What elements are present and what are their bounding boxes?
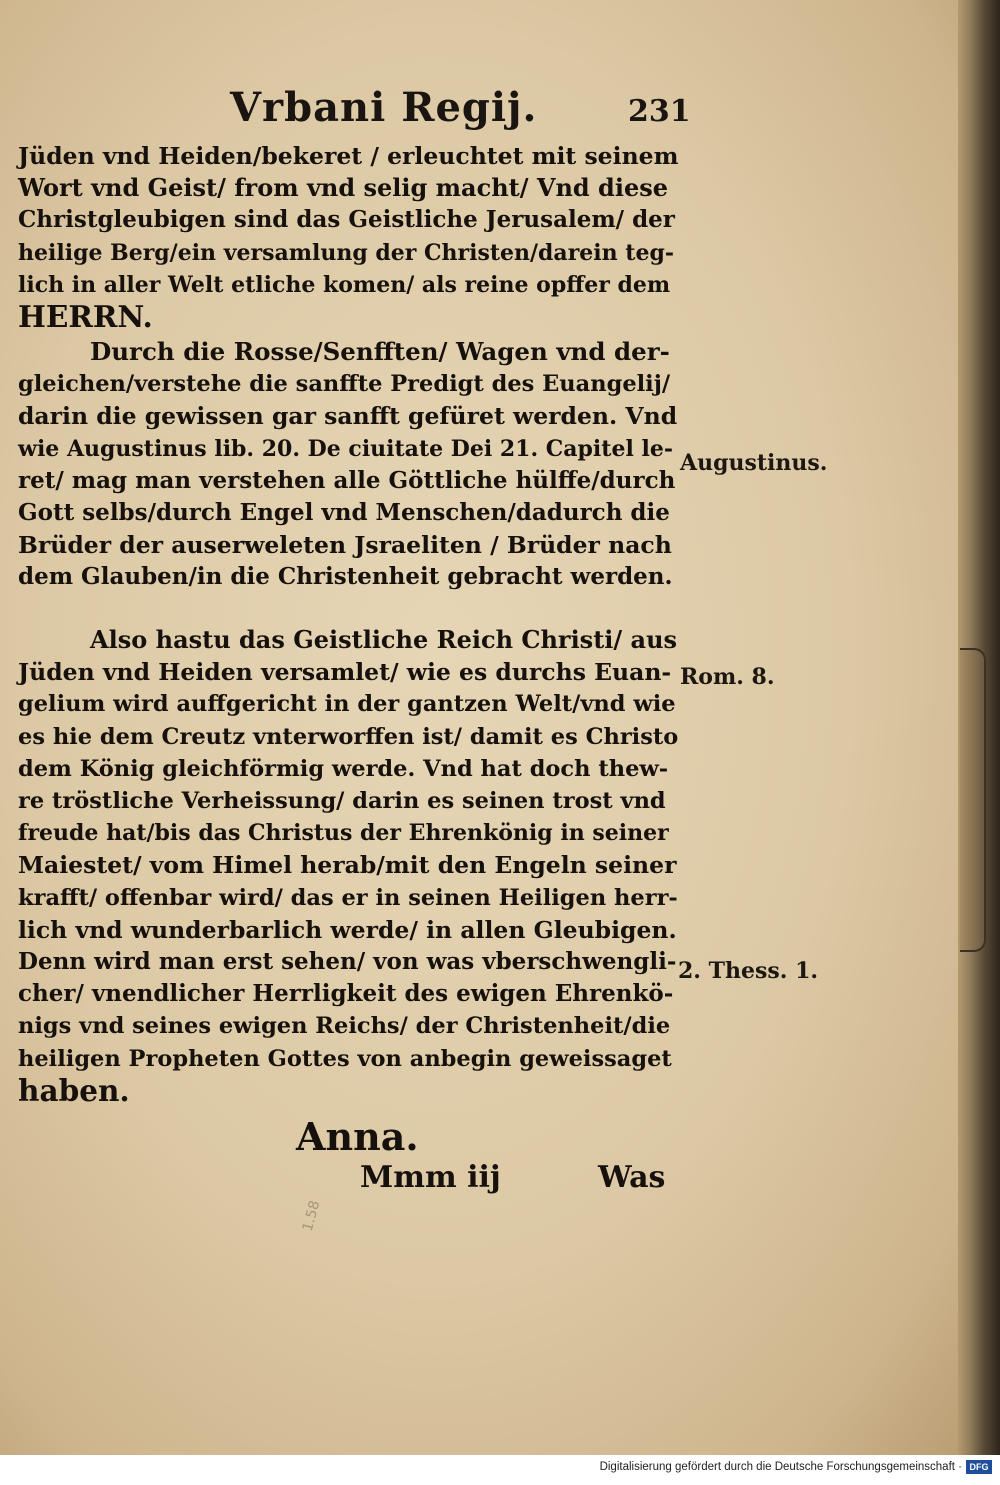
text-line: Brüder der auserweleten Jsraeliten / Brüder nach — [18, 531, 672, 560]
text-line: haben. — [18, 1072, 130, 1108]
text-line: wie Augustinus lib. 20. De ciuitate Dei 21. Capitel le- — [18, 435, 673, 462]
paragraph-3 — [18, 624, 678, 1107]
text-line: cher/ vnendlicher Herrligkeit des ewigen Ehrenkö- — [18, 980, 674, 1008]
margin-note-augustinus: Augustinus. — [680, 450, 828, 476]
pencil-annotation: 1.58 — [299, 1198, 324, 1234]
funding-credit: Digitalisierung gefördert durch die Deutsche Forschungsgemeinschaft · — [599, 1461, 962, 1473]
text-line: gleichen/verstehe die sanffte Predigt des Euangelij/ — [18, 371, 671, 398]
text-line: heilige Berg/ein versamlung der Christen/darein teg- — [18, 239, 674, 266]
text-line: Maiestet/ vom Himel herab/mit den Engeln seiner — [18, 851, 677, 880]
text-line: lich vnd wunderbarlich werde/ in allen Gleubigen. — [18, 915, 677, 944]
text-line: Jüden vnd Heiden/bekeret / erleuchtet mit seinem — [18, 142, 679, 170]
text-line: Gott selbs/durch Engel vnd Menschen/dadurch die — [18, 499, 670, 527]
text-line: Christgleubigen sind das Geistliche Jerusalem/ der — [18, 206, 675, 234]
text-line: HERRN. — [18, 299, 153, 335]
text-line: krafft/ offenbar wird/ das er in seinen Heiligen herr- — [18, 884, 678, 911]
running-head: Vrbani Regij. — [230, 84, 538, 131]
footer-bar — [0, 1455, 1000, 1485]
text-line: freude hat/bis das Christus der Ehrenkönig in seiner — [18, 820, 669, 847]
paragraph-2 — [18, 336, 678, 594]
text-line: re tröstliche Verheissung/ darin es seinen trost vnd — [18, 788, 666, 815]
text-line: heiligen Propheten Gottes von anbegin geweissaget — [18, 1045, 672, 1072]
text-line: Also hastu das Geistliche Reich Christi/ aus — [90, 625, 678, 654]
margin-note-thessalonians: 2. Thess. 1. — [678, 958, 819, 984]
text-line: dem Glauben/in die Christenheit gebracht werden. — [18, 563, 673, 591]
catchword: Was — [598, 1160, 666, 1195]
signature-mark: Mmm iij — [360, 1160, 501, 1195]
margin-note-romans: Rom. 8. — [680, 664, 775, 690]
text-line: Jüden vnd Heiden versamlet/ wie es durchs Euan- — [18, 658, 672, 687]
text-line: Denn wird man erst sehen/ von was vberschwengli- — [18, 948, 677, 976]
text-line: darin die gewissen gar sanfft gefüret werden. Vnd — [18, 402, 678, 431]
page-tab-marker — [960, 648, 986, 952]
text-line: Durch die Rosse/Senfften/ Wagen vnd der- — [90, 337, 670, 366]
section-title: Anna. — [296, 1114, 419, 1159]
page-number: 231 — [628, 94, 691, 129]
text-line: Wort vnd Geist/ from vnd selig macht/ Vnd diese — [18, 173, 669, 203]
paragraph-1 — [18, 140, 678, 333]
text-line: ret/ mag man verstehen alle Göttliche hülffe/durch — [18, 466, 676, 494]
dfg-logo-icon: DFG — [966, 1460, 992, 1474]
text-line: dem König gleichförmig werde. Vnd hat doch thew- — [18, 755, 669, 782]
text-line: es hie dem Creutz vnterworffen ist/ damit es Christo — [18, 723, 679, 750]
text-line: lich in aller Welt etliche komen/ als reine opffer dem — [18, 271, 671, 298]
text-line: nigs vnd seines ewigen Reichs/ der Christenheit/die — [18, 1013, 671, 1040]
text-line: gelium wird auffgericht in der gantzen Welt/vnd wie — [18, 691, 676, 718]
